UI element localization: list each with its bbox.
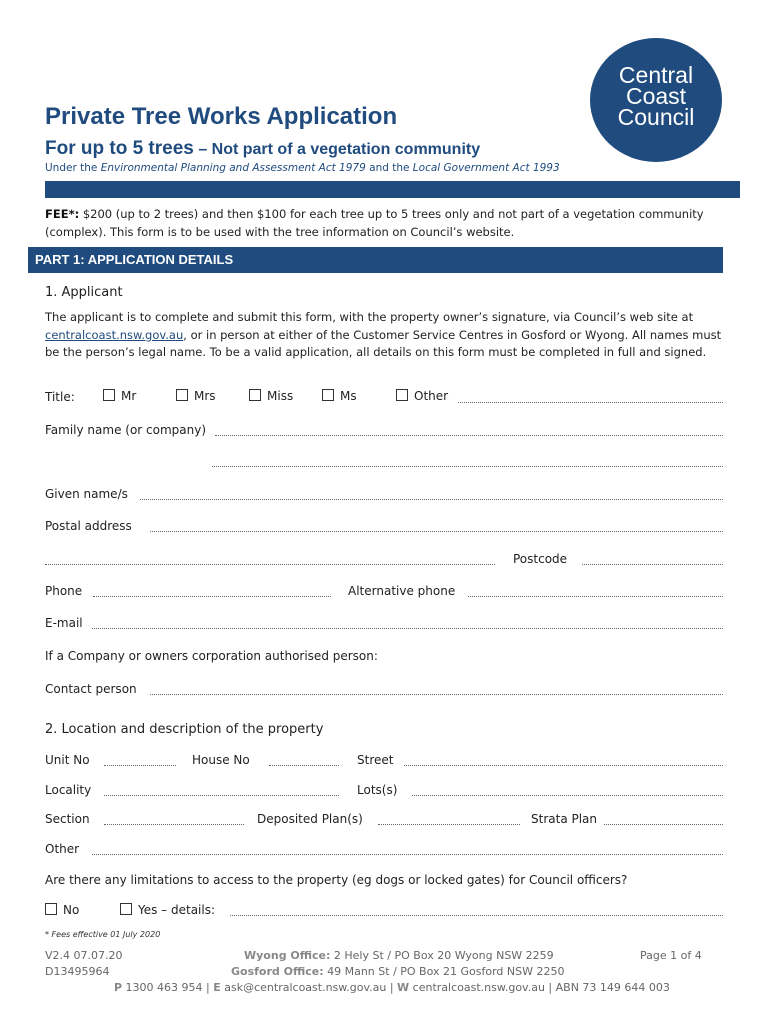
company-note: If a Company or owners corporation authorised person:: [45, 649, 378, 663]
option-label: Miss: [267, 389, 294, 403]
title-option-ms[interactable]: [322, 389, 357, 403]
postal-address-field[interactable]: [150, 531, 723, 532]
web-prefix: W: [397, 981, 410, 994]
title-option-mr[interactable]: [103, 389, 136, 403]
locality-field[interactable]: [104, 795, 339, 796]
title-option-other[interactable]: [396, 389, 448, 403]
section-applicant-heading: 1. Applicant: [45, 285, 123, 300]
other-label: Other: [45, 842, 80, 856]
checkbox[interactable]: [396, 389, 408, 401]
option-label: Other: [414, 389, 449, 403]
checkbox[interactable]: [45, 903, 57, 915]
instructions-part-b: , or in person at either of the Customer Service Centres in Gosford or Wyong. All names must be the person’s legal name. To be a valid application, all details on this form must be completed in full and signed.: [45, 327, 722, 359]
postal-address-field-line-2[interactable]: [45, 564, 495, 565]
subtitle-main: For up to 5 trees: [45, 138, 194, 159]
contact-person-label: Contact person: [45, 682, 137, 696]
checkbox[interactable]: [322, 389, 334, 401]
fee-label: FEE*:: [45, 207, 80, 221]
family-name-label: Family name (or company): [45, 423, 207, 437]
deposited-plan-field[interactable]: [378, 824, 520, 825]
title-option-mrs[interactable]: [176, 389, 216, 403]
instructions-part-a: The applicant is to complete and submit this form, with the property owner’s signature, via Council’s web site at: [45, 310, 694, 324]
applicant-instructions: [45, 309, 725, 362]
checkbox[interactable]: [176, 389, 188, 401]
gosford-address: 49 Mann St / PO Box 21 Gosford NSW 2250: [323, 965, 565, 978]
locality-label: Locality: [45, 783, 92, 797]
contact-web: centralcoast.nsw.gov.au | ABN 73 149 644 003: [409, 981, 670, 994]
logo-line-3: Council: [617, 104, 695, 130]
act-2: Local Government Act 1993: [412, 162, 560, 174]
given-names-field[interactable]: [140, 499, 723, 500]
checkbox[interactable]: [103, 389, 115, 401]
email-prefix: E: [213, 981, 221, 994]
wyong-office: [244, 949, 554, 962]
street-label: Street: [357, 753, 394, 767]
contact-phone: 1300 463 954 |: [122, 981, 214, 994]
subtitle-detail: – Not part of a vegetation community: [198, 141, 481, 158]
gosford-label: Gosford Office:: [231, 965, 324, 978]
contact-line: [114, 981, 670, 994]
given-names-label: Given name/s: [45, 487, 128, 501]
strata-plan-label: Strata Plan: [531, 812, 598, 826]
checkbox[interactable]: [249, 389, 261, 401]
council-website-link[interactable]: centralcoast.nsw.gov.au: [45, 327, 184, 342]
fee-text: $200 (up to 2 trees) and then $100 for each tree up to 5 trees only and not part of a vegetation community (complex). This form is to be used with the tree information on Council’s website.: [45, 207, 704, 239]
postcode-field[interactable]: [582, 564, 723, 565]
strata-plan-field[interactable]: [604, 824, 723, 825]
contact-person-field[interactable]: [150, 694, 723, 695]
act-1: Environmental Planning and Assessment Act 1979: [100, 162, 366, 174]
legislation-line: [45, 162, 560, 174]
wyong-address: 2 Hely St / PO Box 20 Wyong NSW 2259: [330, 949, 554, 962]
option-label: Mrs: [194, 389, 216, 403]
unit-no-field[interactable]: [104, 765, 176, 766]
section-property-heading: 2. Location and description of the property: [45, 722, 324, 737]
email-field[interactable]: [92, 628, 723, 629]
section-label: Section: [45, 812, 90, 826]
option-label: Yes – details:: [138, 903, 216, 917]
street-field[interactable]: [404, 765, 723, 766]
access-option-yes[interactable]: [120, 903, 215, 917]
phone-prefix: P: [114, 981, 123, 994]
email-label: E-mail: [45, 616, 83, 630]
gosford-office: [231, 965, 564, 978]
contact-email: ask@centralcoast.nsw.gov.au |: [220, 981, 398, 994]
house-no-field[interactable]: [269, 765, 339, 766]
title-other-field[interactable]: [458, 402, 723, 403]
acts-prefix: Under the: [45, 162, 101, 174]
access-option-no[interactable]: [45, 903, 79, 917]
acts-mid: and the: [365, 162, 413, 174]
page-title: Private Tree Works Application: [45, 103, 398, 130]
option-label: Mr: [121, 389, 137, 403]
page-subtitle: [45, 138, 480, 160]
checkbox[interactable]: [120, 903, 132, 915]
wyong-label: Wyong Office:: [244, 949, 331, 962]
fee-note: [45, 205, 725, 241]
council-logo: [590, 38, 722, 162]
alt-phone-field[interactable]: [468, 596, 723, 597]
title-option-miss[interactable]: [249, 389, 293, 403]
deposited-plan-label: Deposited Plan(s): [257, 812, 363, 826]
version-label: V2.4 07.07.20: [45, 949, 123, 962]
phone-label: Phone: [45, 584, 83, 598]
lots-field[interactable]: [412, 795, 723, 796]
alt-phone-label: Alternative phone: [348, 584, 456, 598]
other-field[interactable]: [92, 854, 723, 855]
logo-line-2: Coast: [625, 83, 687, 109]
option-label: Ms: [340, 389, 357, 403]
access-details-field[interactable]: [230, 915, 723, 916]
header-divider-bar: [45, 181, 740, 198]
family-name-field[interactable]: [215, 435, 723, 436]
page-number: Page 1 of 4: [640, 949, 702, 962]
house-no-label: House No: [192, 753, 250, 767]
lots-label: Lots(s): [357, 783, 398, 797]
phone-field[interactable]: [93, 596, 331, 597]
postal-address-label: Postal address: [45, 519, 132, 533]
option-label: No: [63, 903, 80, 917]
postcode-label: Postcode: [513, 552, 568, 566]
access-question: Are there any limitations to access to the property (eg dogs or locked gates) for Council officers?: [45, 873, 628, 887]
part-1-banner: PART 1: APPLICATION DETAILS: [28, 247, 723, 273]
logo-line-1: Central: [618, 62, 694, 88]
family-name-field-line-2[interactable]: [212, 466, 723, 467]
fee-footnote: * Fees effective 01 July 2020: [45, 930, 161, 939]
section-field[interactable]: [104, 824, 244, 825]
document-id: D13495964: [45, 965, 110, 978]
unit-no-label: Unit No: [45, 753, 90, 767]
title-label: Title:: [45, 390, 75, 404]
